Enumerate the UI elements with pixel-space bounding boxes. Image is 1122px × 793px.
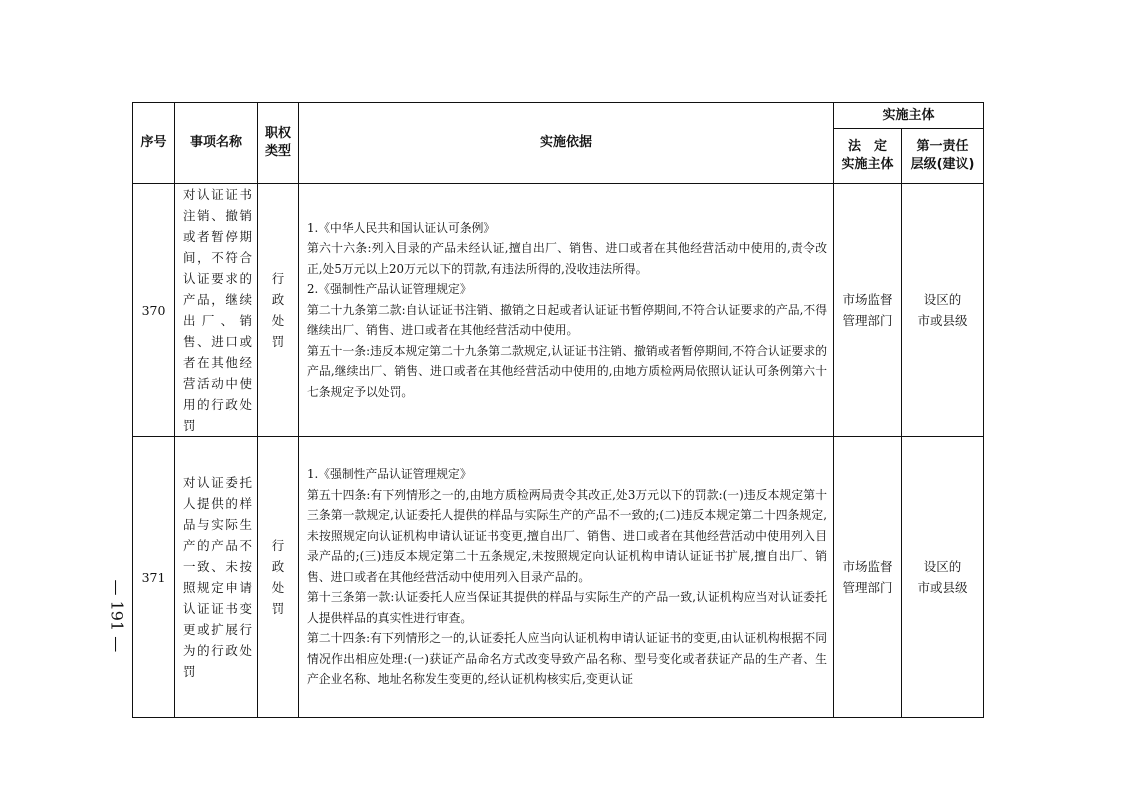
basis-paragraph: 1.《中华人民共和国认证认可条例》 bbox=[307, 220, 496, 235]
row-level-line1: 设区的 bbox=[923, 559, 962, 574]
basis-paragraph: 第十三条第一款:认证委托人应当保证其提供的样品与实际生产的产品一致,认证机构应当对认证委托人提供样品的真实性进行审查。 bbox=[307, 590, 827, 625]
header-item-name: 事项名称 bbox=[175, 103, 258, 184]
row-level-line1: 设区的 bbox=[923, 292, 962, 307]
row-org-line1: 市场监督 bbox=[842, 559, 893, 574]
row-responsibility-level bbox=[902, 437, 984, 718]
basis-paragraph: 第六十六条:列入目录的产品未经认证,擅自出厂、销售、进口或者在其他经营活动中使用的,责令改正,处5万元以上20万元以下的罚款,有违法所得的,没收违法所得。 bbox=[307, 241, 827, 276]
row-seq: 371 bbox=[133, 437, 175, 718]
row-basis bbox=[299, 437, 834, 718]
header-responsibility-level-line2: 层级(建议) bbox=[910, 157, 975, 172]
row-item-name: 对认证证书注销、撤销或者暂停期间，不符合认证要求的产品，继续出厂、销售、进口或者在其他经营活动中使用的行政处罚 bbox=[175, 184, 258, 437]
basis-paragraph: 1.《强制性产品认证管理规定》 bbox=[307, 467, 472, 482]
header-responsibility-level bbox=[902, 129, 984, 184]
row-org-line2: 管理部门 bbox=[842, 580, 893, 595]
row-type-line1: 行政 bbox=[271, 271, 285, 307]
basis-paragraph: 第二十九条第二款:自认证证书注销、撤销之日起或者认证证书暂停期间,不符合认证要求的产品,不得继续出厂、销售、进口或者在其他经营活动中使用。 bbox=[307, 302, 827, 338]
row-basis bbox=[299, 184, 834, 437]
row-legal-subject bbox=[834, 184, 902, 437]
basis-paragraph: 2.《强制性产品认证管理规定》 bbox=[307, 282, 472, 297]
header-implementing-subject: 实施主体 bbox=[834, 103, 984, 129]
row-authority-type bbox=[258, 437, 299, 718]
row-org-line2: 管理部门 bbox=[842, 313, 893, 328]
row-seq: 370 bbox=[133, 184, 175, 437]
table-row bbox=[133, 437, 984, 718]
row-responsibility-level bbox=[902, 184, 984, 437]
header-legal-subject-line1: 法 定 bbox=[847, 139, 887, 155]
row-type-line2: 处罚 bbox=[271, 580, 285, 616]
header-seq: 序号 bbox=[133, 103, 175, 184]
regulation-table bbox=[132, 102, 984, 718]
row-type-line2: 处罚 bbox=[271, 313, 285, 349]
page-number: — 191 — bbox=[107, 579, 127, 653]
row-item-name: 对认证委托人提供的样品与实际生产的产品不一致、未按照规定申请认证证书变更或扩展行为的行政处罚 bbox=[175, 437, 258, 718]
header-legal-subject bbox=[834, 129, 902, 184]
header-basis: 实施依据 bbox=[299, 103, 834, 184]
basis-paragraph: 第二十四条:有下列情形之一的,认证委托人应当向认证机构申请认证证书的变更,由认证机构根据不同情况作出相应处理:(一)获证产品命名方式改变导致产品名称、型号变化或者获证产品的生产者、生产企业名称、地址名称发生变更的,经认证机构核实后,变更认证 bbox=[307, 631, 827, 687]
header-responsibility-level-line1: 第一责任 bbox=[916, 139, 969, 155]
header-authority-type-line2: 类型 bbox=[264, 144, 291, 159]
table-row bbox=[133, 184, 984, 437]
row-org-line1: 市场监督 bbox=[842, 292, 893, 307]
basis-paragraph: 第五十一条:违反本规定第二十九条第二款规定,认证证书注销、撤销或者暂停期间,不符合认证要求的产品,继续出厂、销售、进口或者在其他经营活动中使用的,由地方质检两局依照认证认可条例第六十七条规定予以处罚。 bbox=[307, 343, 827, 399]
header-legal-subject-line2: 实施主体 bbox=[841, 157, 894, 172]
row-level-line2: 市或县级 bbox=[917, 313, 968, 328]
row-authority-type bbox=[258, 184, 299, 437]
header-authority-type bbox=[258, 103, 299, 184]
row-legal-subject bbox=[834, 437, 902, 718]
row-type-line1: 行政 bbox=[271, 538, 285, 574]
header-authority-type-line1: 职权 bbox=[264, 126, 291, 142]
basis-paragraph: 第五十四条:有下列情形之一的,由地方质检两局责令其改正,处3万元以下的罚款:(一)违反本规定第十三条第一款规定,认证委托人提供的样品与实际生产的产品不一致的;(二)违反本规定第二十四条规定,未按照规定向认证机构申请认证证书变更,擅自出厂、销售、进口或者在其他经营活动中使用列入目录产品的;(三)违反本规定第二十五条规定,未按照规定向认证机构申请认证证书扩展,擅自出厂、销售、进口或者在其他经营活动中使用列入目录产品的。 bbox=[307, 487, 827, 584]
row-level-line2: 市或县级 bbox=[917, 580, 968, 595]
